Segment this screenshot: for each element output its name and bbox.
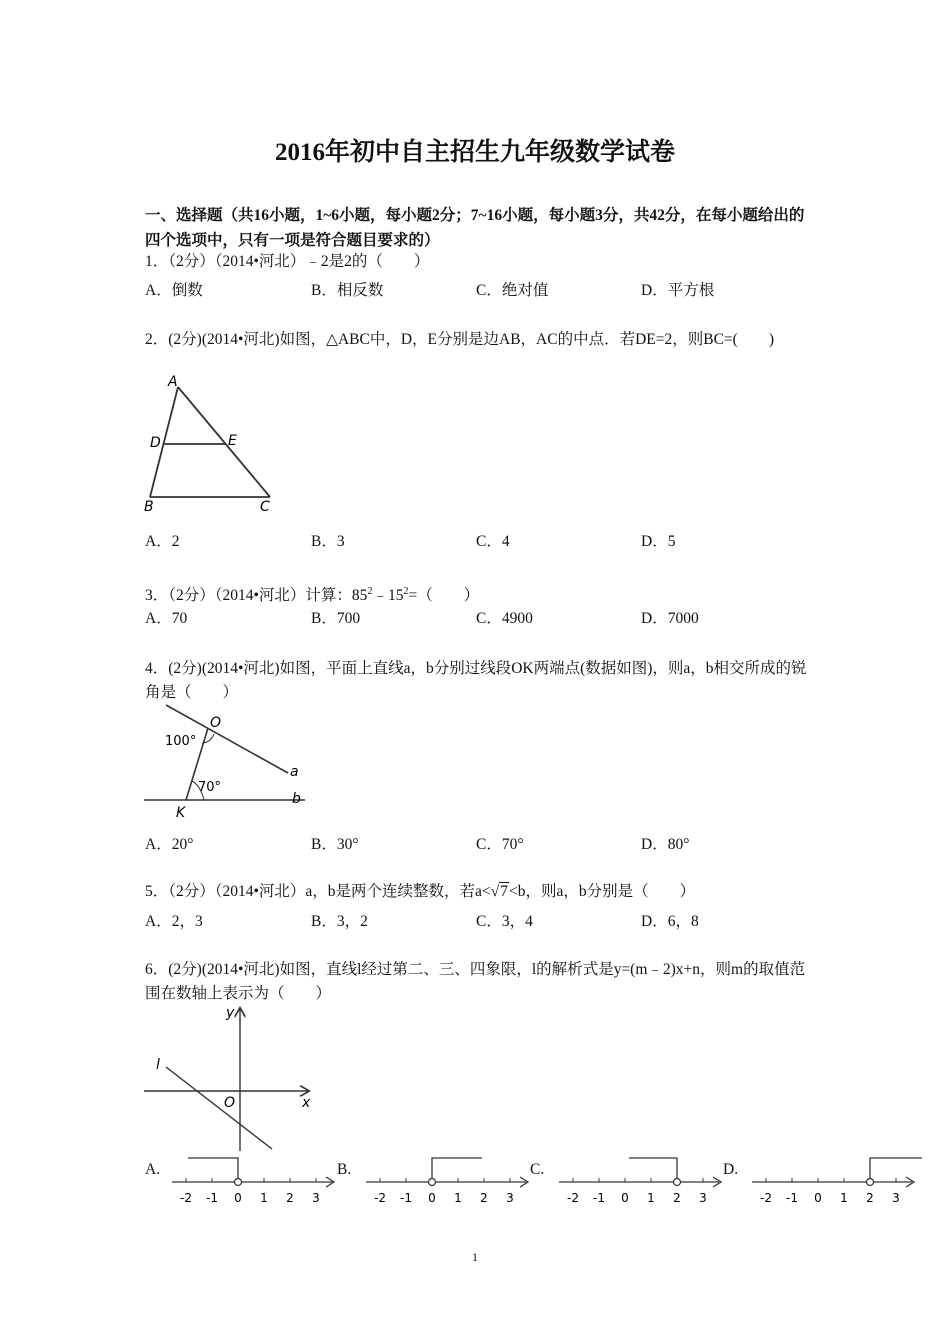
svg-text:-2: -2 [567,1191,579,1205]
svg-text:-1: -1 [786,1191,798,1205]
q2-option-b: B．3 [311,533,345,550]
label-70deg: 70° [198,780,222,795]
q2-option-d: D．5 [641,533,676,550]
triangle-figure [140,372,280,517]
q6-option-a: A. [145,1161,161,1178]
question-2-stem: 2．(2分)(2014•河北)如图，△ABC中，D，E分别是边AB，AC的中点．若DE=2，则BC=( ) [145,331,774,348]
label-d: D [150,435,161,451]
label-origin: O [224,1095,236,1111]
number-line-b [364,1150,534,1210]
q4-option-c: C．70° [476,836,524,853]
svg-text:-1: -1 [400,1191,412,1205]
svg-text:0: 0 [234,1191,242,1205]
q3-option-a: A．70 [145,610,188,627]
question-1-stem: 1．（2分）（2014•河北）﹣2是2的（ ） [145,253,430,270]
svg-text:-2: -2 [180,1191,192,1205]
svg-text:0: 0 [621,1191,629,1205]
q1-option-c: C．绝对值 [476,282,549,299]
svg-text:-1: -1 [593,1191,605,1205]
q5-option-c: C．3，4 [476,913,533,930]
svg-text:3: 3 [312,1191,320,1205]
q4-option-d: D．80° [641,836,690,853]
svg-text:2: 2 [866,1191,874,1205]
sqrt-radicand: 7 [500,883,508,900]
page-title: 2016年初中自主招生九年级数学试卷 [274,139,675,166]
number-line-d [750,1150,925,1210]
q5-option-a: A．2，3 [145,913,203,930]
svg-text:1: 1 [840,1191,848,1205]
q5-option-d: D．6，8 [641,913,699,930]
label-line-a: a [290,764,299,780]
svg-text:1: 1 [260,1191,268,1205]
q1-option-b: B．相反数 [311,282,384,299]
label-c: C [260,499,270,515]
label-100deg: 100° [165,734,197,749]
q6-option-c: C. [530,1161,545,1178]
label-a: A [168,374,178,390]
svg-text:1: 1 [647,1191,655,1205]
label-l: l [156,1057,160,1073]
q6-option-d: D. [723,1161,739,1178]
svg-text:2: 2 [480,1191,488,1205]
section-heading: 一、选择题（共16小题，1~6小题，每小题2分；7~16小题，每小题3分，共42分，在每小题给出的四个选项中，只有一项是符合题目要求的） [145,207,805,249]
svg-text:3: 3 [506,1191,514,1205]
q4-option-a: A．20° [145,836,194,853]
coordinate-figure [140,1003,320,1153]
question-3-stem: 3．（2分）（2014•河北）计算：$85^2﹣15^2=$（ ） [145,586,480,605]
q1-option-d: D．平方根 [641,282,715,299]
label-x: x [302,1095,311,1111]
number-line-a [170,1150,340,1210]
lines-figure [140,703,310,823]
question-5-stem: 5．（2分）（2014•河北）a，b是两个连续整数，若a<√7<b，则a，b分别是（ ） [145,883,696,900]
q2-option-c: C．4 [476,533,510,550]
question-4-stem: 4．(2分)(2014•河北)如图，平面上直线a，b分别过线段OK两端点(数据如图)，则a，b相交所成的锐角是（ ） [145,660,807,701]
label-o: O [210,715,222,731]
number-line-c [557,1150,727,1210]
svg-text:3: 3 [892,1191,900,1205]
svg-text:2: 2 [673,1191,681,1205]
svg-text:-2: -2 [374,1191,386,1205]
page-number: 1 [472,1250,478,1264]
question-6-stem: 6．(2分)(2014•河北)如图，直线l经过第二、三、四象限，l的解析式是y=(m﹣2)x+n，则m的取值范围在数轴上表示为（ ） [145,961,806,1002]
svg-text:0: 0 [428,1191,436,1205]
q1-option-a: A．倒数 [145,282,203,299]
svg-text:3: 3 [699,1191,707,1205]
label-line-b: b [292,791,301,807]
q4-option-b: B．30° [311,836,359,853]
label-e: E [228,433,237,449]
svg-text:2: 2 [286,1191,294,1205]
svg-text:-2: -2 [760,1191,772,1205]
q3-option-d: D．7000 [641,610,699,627]
q3-option-c: C．4900 [476,610,533,627]
q5-option-b: B．3，2 [311,913,368,930]
q3-option-b: B．700 [311,610,361,627]
svg-text:0: 0 [814,1191,822,1205]
label-b: B [144,499,154,515]
label-y: y [226,1005,235,1021]
svg-text:1: 1 [454,1191,462,1205]
svg-text:-1: -1 [206,1191,218,1205]
q2-option-a: A．2 [145,533,180,550]
q6-option-b: B. [337,1161,352,1178]
label-k: K [176,805,186,821]
